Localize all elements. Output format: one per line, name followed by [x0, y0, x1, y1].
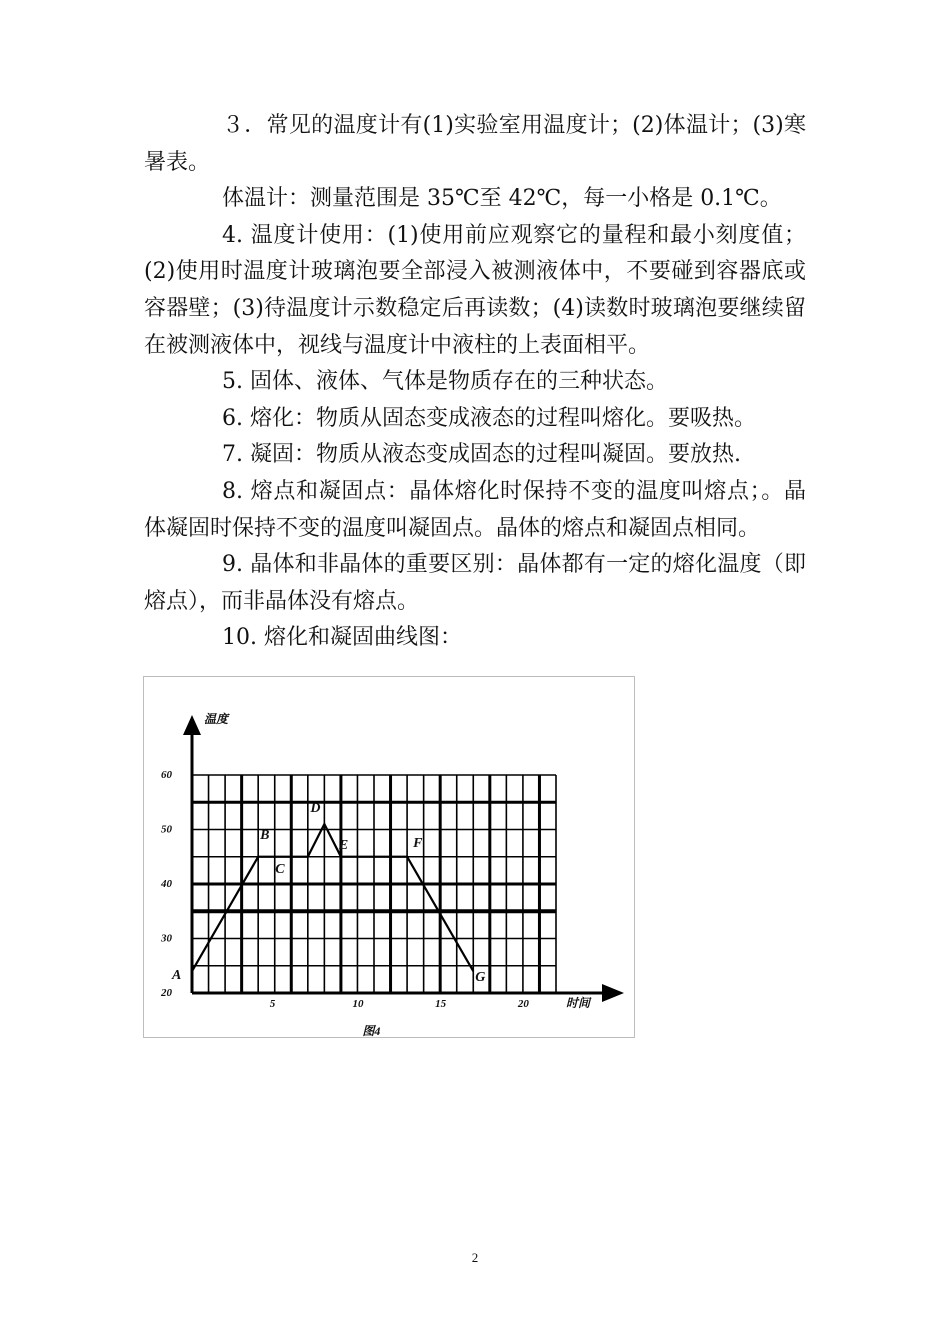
melting-curve-line [192, 824, 473, 971]
point-label: C [275, 861, 285, 877]
melting-curve-figure [143, 676, 635, 1038]
y-axis-label: 温度 [204, 712, 229, 726]
paragraph-3-thermometer: 体温计：测量范围是 35℃至 42℃，每一小格是 0.1℃。 [222, 186, 782, 212]
paragraph-9: 9. 晶体和非晶体的重要区别：晶体都有一定的熔化温度（即熔点），而非晶体没有熔点。 [144, 552, 806, 614]
y-tick-label: 50 [161, 823, 172, 836]
paragraph-7: 7. 凝固：物质从液态变成固态的过程叫凝固。要放热. [222, 442, 741, 468]
x-tick-label: 5 [269, 998, 276, 1010]
point-label: E [338, 837, 349, 853]
paragraph-8: 8. 熔点和凝固点：晶体熔化时保持不变的温度叫熔点；。晶体凝固时保持不变的温度叫凝固点。晶体的熔点和凝固点相同。 [144, 478, 806, 541]
point-label: D [310, 801, 321, 817]
y-tick-label: 20 [161, 987, 172, 999]
point-label: A [172, 968, 182, 984]
melting-curve-chart [144, 677, 634, 1037]
paragraph-5: 5. 固体、液体、气体是物质存在的三种状态。 [222, 369, 668, 395]
chart-series [192, 824, 473, 971]
y-tick-label: 60 [161, 769, 172, 781]
y-tick-label: 30 [161, 932, 172, 945]
chart-grid [192, 775, 556, 993]
paragraph-10: 10. 熔化和凝固曲线图： [222, 625, 462, 651]
point-label: F [413, 835, 423, 851]
paragraph-4: 4. 温度计使用：(1)使用前应观察它的量程和最小刻度值；(2)使用时温度计玻璃泡要全部浸入被测液体中，不要碰到容器底或容器壁；(3)待温度计示数稳定后再读数；(4)读数时玻璃泡要继续留在被测液体中，视线与温度计中液柱的上表面相平。 [144, 222, 806, 358]
paragraph-6: 6. 熔化：物质从固态变成液态的过程叫熔化。要吸热。 [222, 405, 756, 431]
x-tick-label: 20 [517, 998, 529, 1010]
chart-axes [183, 715, 624, 1002]
point-label: G [475, 970, 486, 986]
page-number: 2 [471, 1250, 479, 1265]
x-axis-label: 时间 [566, 996, 591, 1010]
y-tick-label: 40 [161, 878, 172, 890]
x-axis-arrow-icon [602, 984, 624, 1002]
x-tick-label: 15 [435, 998, 447, 1010]
y-axis-arrow-icon [183, 715, 201, 735]
text-content [144, 108, 806, 657]
x-tick-label: 10 [352, 998, 364, 1010]
paragraph-3: ３．常见的温度计有(1)实验室用温度计；(2)体温计；(3)寒暑表。 [144, 113, 806, 175]
figure-caption: 图4 [362, 1024, 381, 1037]
point-label: B [260, 827, 270, 843]
